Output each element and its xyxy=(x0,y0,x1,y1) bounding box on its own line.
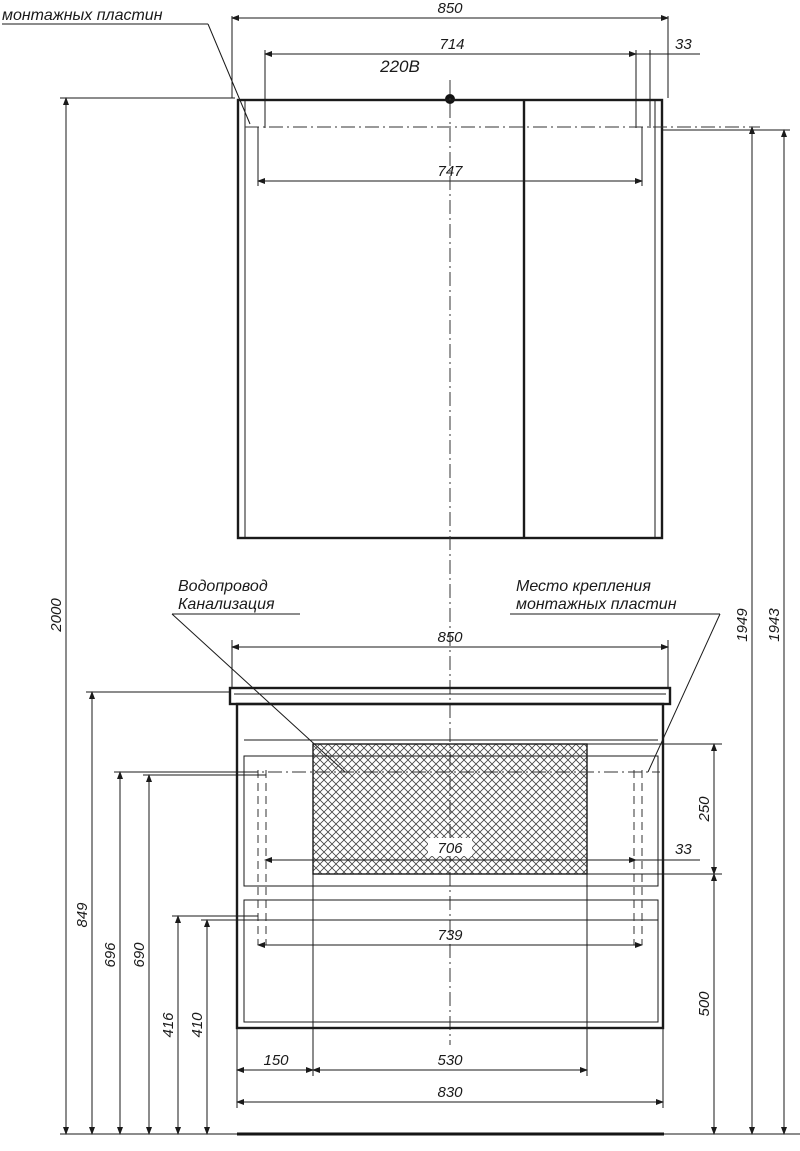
vanity-mount-note-line1: Место крепления xyxy=(516,578,651,595)
dim-zone-height: 250 xyxy=(696,796,713,822)
pipes-note-line2: Канализация xyxy=(178,596,275,613)
dim-cabinet-total-width: 850 xyxy=(437,0,463,17)
dim-top-height-1943: 1943 xyxy=(766,608,783,642)
dim-total-height: 2000 xyxy=(48,598,65,632)
dim-height-696: 696 xyxy=(102,942,119,968)
dim-zone-bottom: 500 xyxy=(696,991,713,1017)
left-height-dimensions xyxy=(48,98,266,1134)
dim-vanity-mount-width: 706 xyxy=(437,840,463,857)
pipes-note-line1: Водопровод xyxy=(178,578,268,595)
dim-height-410: 410 xyxy=(189,1012,206,1038)
dim-cabinet-inner-width: 714 xyxy=(439,36,465,53)
dim-height-416: 416 xyxy=(160,1012,177,1038)
dim-vanity-mount-side: 33 xyxy=(675,841,692,858)
dim-top-height-1949: 1949 xyxy=(734,608,751,642)
vanity-unit xyxy=(60,578,800,1134)
dim-height-849: 849 xyxy=(74,902,91,928)
dim-cabinet-mount-distance: 747 xyxy=(437,163,463,180)
dim-side-offset: 150 xyxy=(263,1052,289,1069)
cabinet-mount-note: монтажных пластин xyxy=(2,7,163,24)
dim-vanity-mount-distance: 739 xyxy=(437,927,463,944)
dim-vanity-body-width: 830 xyxy=(437,1084,463,1101)
vanity-mount-note-line2: монтажных пластин xyxy=(516,596,677,613)
dim-cabinet-side-offset: 33 xyxy=(675,36,692,53)
right-height-dimensions xyxy=(587,127,790,1134)
vanity-lower-drawer xyxy=(244,900,658,1022)
mirror-cabinet xyxy=(2,0,760,1045)
power-label: 220В xyxy=(380,57,420,76)
dim-pipe-zone-width: 530 xyxy=(437,1052,463,1069)
dim-height-690: 690 xyxy=(131,942,148,968)
dim-vanity-top-width: 850 xyxy=(437,629,463,646)
